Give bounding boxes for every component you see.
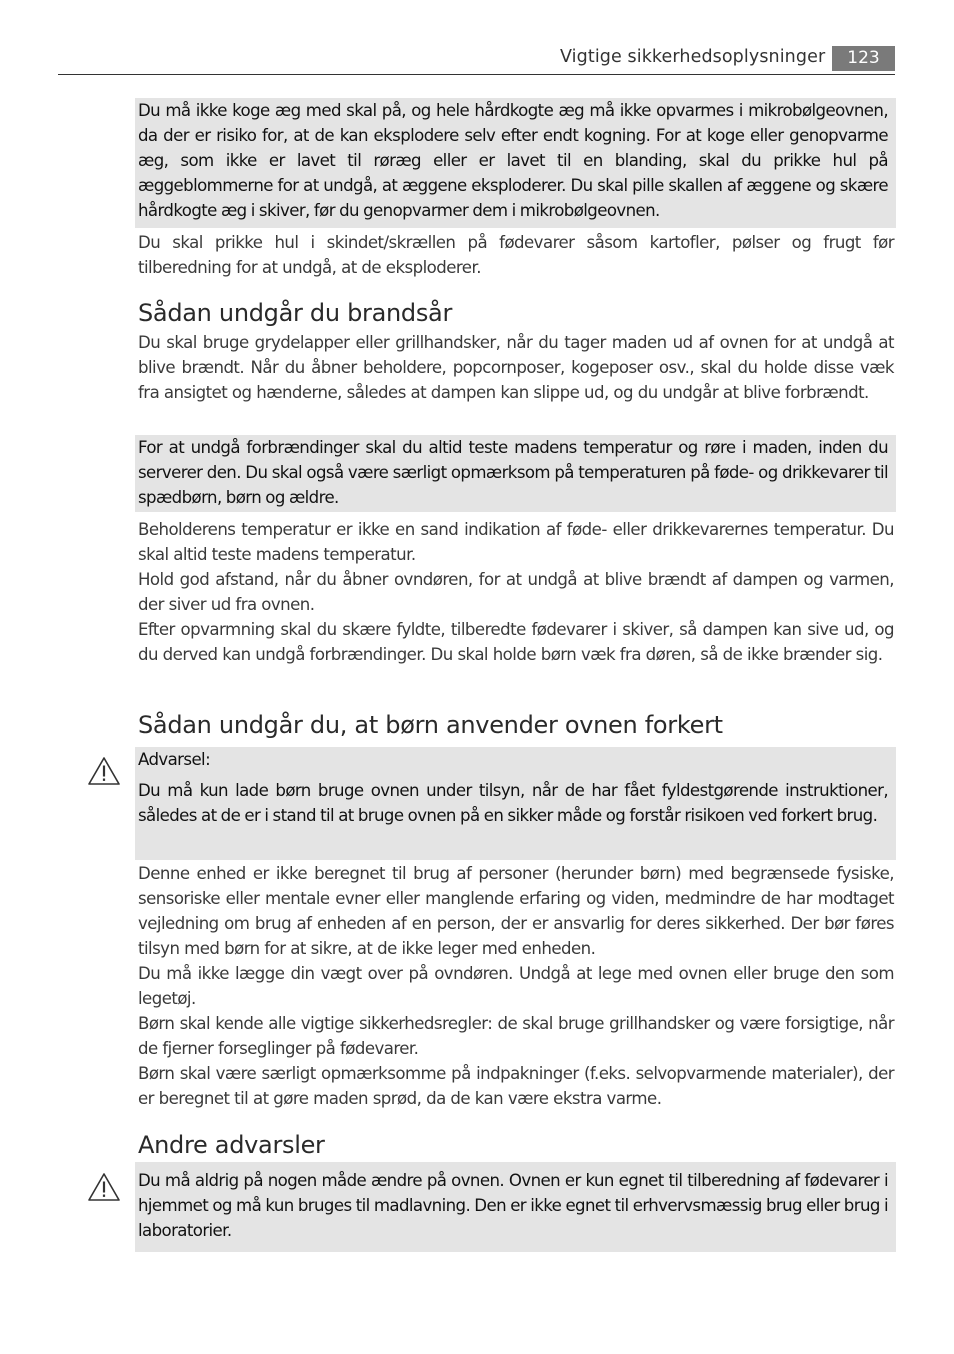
other-warning-box <box>135 1162 896 1252</box>
pierce-skin-text: Du skal prikke hul i skindet/skrællen på fødevarer såsom kartofler, pølser og frugt før tilberedning for at undgå, at de eksploderer. <box>138 233 894 277</box>
other-warning-text: Du må aldrig på nogen måde ændre på ovnen. Ovnen er kun egnet til tilberedning af fødevarer i hjemmet og må kun bruges til madlavning. Den er ikke egnet til erhvervsmæssig brug eller brug i laboratorier. <box>138 1171 888 1240</box>
section-title: Vigtige sikkerhedsoplysninger <box>560 47 826 67</box>
warning-triangle-icon <box>87 1172 121 1202</box>
burns-intro-text: Du skal bruge grydelapper eller grillhandsker, når du tager maden ud af ovnen for at undgå at blive brændt. Når du åbner beholdere, popcornposer, kogeposer osv., skal du holde disse væk fra ansigtet og hænderne, således at dampen kan slippe ud, og du undgår at blive forbrændt. <box>138 333 894 402</box>
children-warning-text: Du må kun lade børn bruge ovnen under tilsyn, når de har fået fyldestgørende instruktioner, således at de er i stand til at bruge ovnen på en sikker måde og forstår risikoen ved forkert brug. <box>138 781 888 825</box>
burns-warning-box <box>135 435 896 512</box>
egg-warning-text: Du må ikke koge æg med skal på, og hele hårdkogte æg må ikke opvarmes i mikrobølgeovnen, da der er risiko for, at de kan eksplodere selv efter endt kogning. For at koge eller genopvarme æg, som ikke er lavet til røræg eller er lavet til en blanding, skal du prikke hul på æggeblommerne for at undgå, at æggene eksploderer. Du skal pille skallen af æggene og skære hårdkogte æg i skiver, før du genopvarmer dem i mikrobølgeovnen. <box>138 101 888 220</box>
children-paragraphs <box>138 861 894 1111</box>
children-paragraph: Børn skal kende alle vigtige sikkerhedsregler: de skal bruge grillhandsker og være forsigtige, når de fjerner forseglinger på fødevarer. <box>138 1014 894 1058</box>
burns-paragraph: Beholderens temperatur er ikke en sand indikation af føde- eller drikkevarernes temperatur. Du skal altid teste madens temperatur. <box>138 520 894 564</box>
heading-other-warnings: Andre advarsler <box>138 1131 325 1159</box>
egg-warning-box <box>135 98 896 228</box>
burns-paragraph: Hold god afstand, når du åbner ovndøren, for at undgå at blive brændt af dampen og varmen, der siver ud fra ovnen. <box>138 570 894 614</box>
header-divider <box>58 74 895 75</box>
heading-children: Sådan undgår du, at børn anvender ovnen forkert <box>138 711 723 739</box>
heading-burns: Sådan undgår du brandsår <box>138 299 453 327</box>
page-number: 123 <box>832 46 895 71</box>
children-paragraph: Denne enhed er ikke beregnet til brug af personer (herunder børn) med begrænsede fysiske, sensoriske eller mentale evner eller manglende erfaring og viden, medmindre de har modtaget vejledning om brug af enheden af en person, der er ansvarlig for deres sikkerhed. Der bør føres tilsyn med børn for at sikre, at de ikke leger med enheden. <box>138 864 894 958</box>
burns-paragraph: Efter opvarmning skal du skære fyldte, tilberedte fødevarer i skiver, så dampen kan sive ud, og du derved kan undgå forbrændinger. Du skal holde børn væk fra døren, så de ikke brænder sig. <box>138 620 894 664</box>
burns-intro-paragraph <box>138 330 894 405</box>
burns-warning-text: For at undgå forbrændinger skal du altid teste madens temperatur og røre i maden, inden du serverer den. Du skal også være særligt opmærksom på temperaturen på føde- og drikkevarer til spædbørn, børn og ældre. <box>138 438 888 507</box>
children-warning-box <box>135 747 896 860</box>
children-paragraph: Børn skal være særligt opmærksomme på indpakninger (f.eks. selvopvarmende materialer), der er beregnet til at gøre maden sprød, da de kan være ekstra varme. <box>138 1064 894 1108</box>
children-paragraph: Du må ikke lægge din vægt over på ovndøren. Undgå at lege med ovnen eller bruge den som legetøj. <box>138 964 894 1008</box>
burns-paragraphs <box>138 517 894 667</box>
pierce-skin-paragraph <box>138 230 894 280</box>
warning-label: Advarsel: <box>138 750 211 769</box>
warning-triangle-icon <box>87 756 121 786</box>
